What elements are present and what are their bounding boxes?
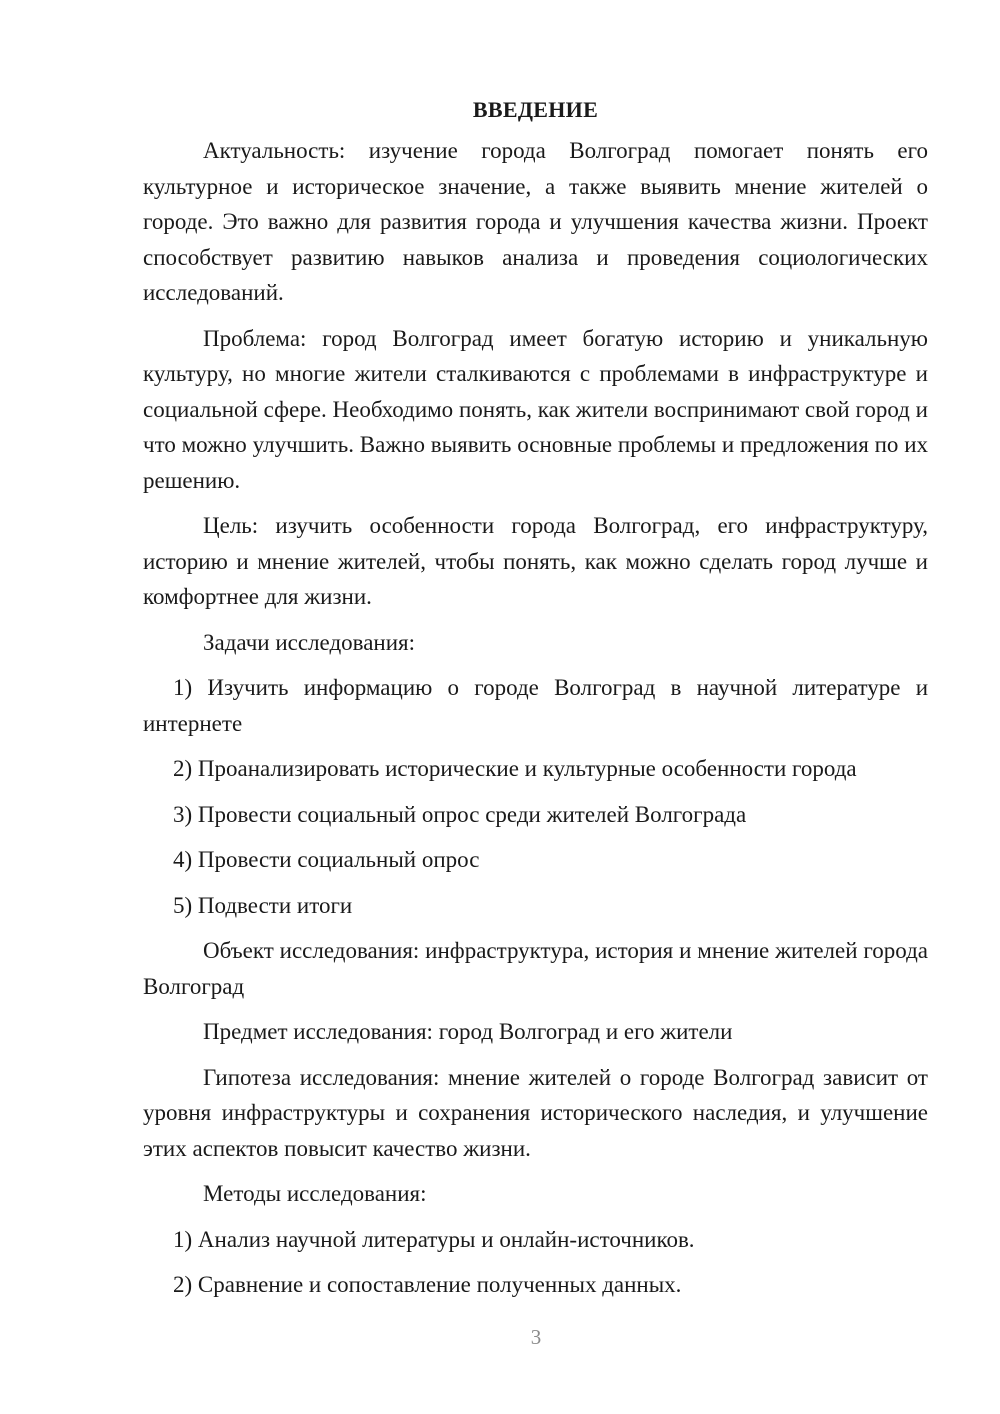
method-item: 1) Анализ научной литературы и онлайн-источников. [173, 1226, 695, 1252]
paragraph-goal: Цель: изучить особенности города Волгоград, его инфраструктуру, историю и мнение жителей, чтобы понять, как можно сделать город лучше и комфортнее для жизни. [143, 513, 928, 609]
task-item: 2) Проанализировать исторические и культурные особенности города [173, 756, 857, 781]
page-content [143, 92, 928, 1303]
paragraph-subject: Предмет исследования: город Волгоград и его жители [203, 1019, 733, 1044]
paragraph-object: Объект исследования: инфраструктура, история и мнение жителей города Волгоград [143, 938, 928, 999]
paragraph-methods-heading: Методы исследования: [203, 1181, 427, 1206]
task-item: 1) Изучить информацию о городе Волгоград в научной литературе и интернете [143, 675, 928, 736]
task-item: 5) Подвести итоги [173, 892, 353, 918]
method-item: 2) Сравнение и сопоставление полученных данных. [173, 1272, 682, 1297]
task-item: 4) Провести социальный опрос [173, 847, 480, 872]
paragraph-relevance: Актуальность: изучение города Волгоград помогает понять его культурное и историческое значение, а также выявить мнение жителей о городе. Это важно для развития города и улучшения качества жизни. Проект способствует развитию навыков анализа и проведения социологических исследований. [143, 138, 928, 305]
paragraph-problem: Проблема: город Волгоград имеет богатую историю и уникальную культуру, но многие жители сталкиваются с проблемами в инфраструктуре и социальной сфере. Необходимо понять, как жители воспринимают свой город и что можно улучшить. Важно выявить основные проблемы и предложения по их решению. [143, 325, 928, 493]
paragraph-tasks-heading: Задачи исследования: [203, 629, 416, 655]
page-number: 3 [530, 1325, 542, 1349]
section-title: ВВЕДЕНИЕ [472, 97, 599, 122]
task-item: 3) Провести социальный опрос среди жителей Волгограда [173, 801, 747, 827]
paragraph-hypothesis: Гипотеза исследования: мнение жителей о городе Волгоград зависит от уровня инфраструктуры и сохранения исторического наследия, и улучшение этих аспектов повысит качество жизни. [143, 1064, 928, 1161]
